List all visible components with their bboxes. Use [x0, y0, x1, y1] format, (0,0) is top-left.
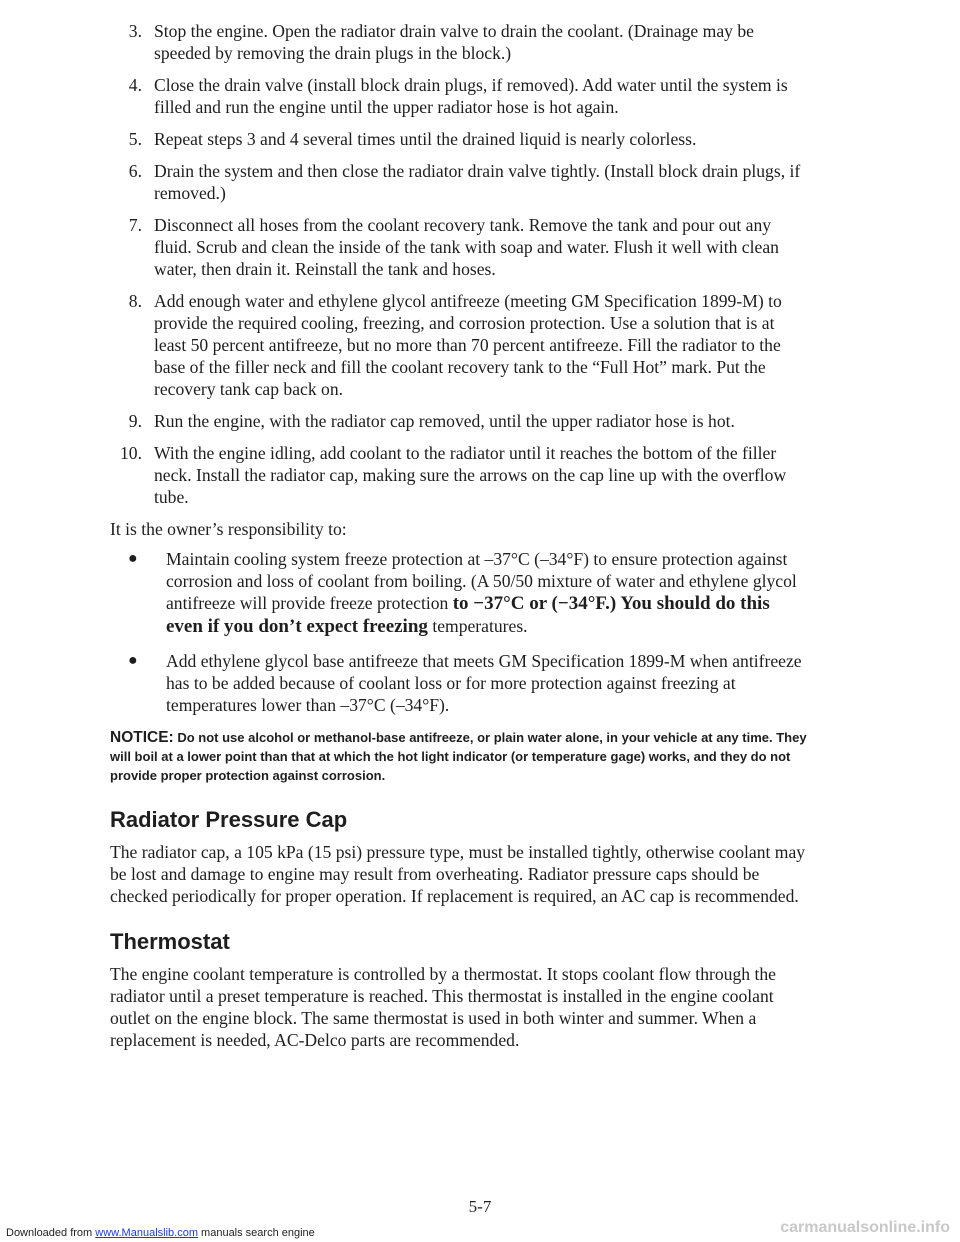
section-body: The radiator cap, a 105 kPa (15 psi) pressure type, must be installed tightly, otherwise coolant may be lost and damage to engine may result from overheating. Radiator pressure caps should be checked periodically for proper operation. If replacement is required, an AC cap is recommended.: [110, 842, 806, 906]
step-text: Run the engine, with the radiator cap removed, until the upper radiator hose is hot.: [154, 411, 735, 431]
step-4: [110, 74, 810, 118]
bullet-emphasis: to −37°C or (−34°F.) You should do this even if you don’t expect freezing: [166, 593, 770, 637]
step-text: Disconnect all hoses from the coolant recovery tank. Remove the tank and pour out any fluid. Scrub and clean the inside of the tank with soap and water. Flush it well with clean water, then drain it. Reinstall the tank and hoses.: [154, 215, 779, 279]
responsibility-item-add-antifreeze: [110, 650, 810, 716]
page-content: [110, 20, 810, 1073]
radiator-cap-section: [110, 807, 810, 907]
step-text: Close the drain valve (install block drain plugs, if removed). Add water until the system is filled and run the engine until the upper radiator hose is hot again.: [154, 75, 788, 117]
step-number: 7.: [128, 215, 142, 235]
step-number: 3.: [128, 21, 142, 41]
step-text: Drain the system and then close the radiator drain valve tightly. (Install block drain plugs, if removed.): [154, 161, 801, 203]
step-5: [110, 128, 810, 150]
notice-text: Do not use alcohol or methanol-base antifreeze, or plain water alone, in your vehicle at any time. They will boil at a lower point than that at which the hot light indicator (or temperature gage) works, and they do not provide proper protection against corrosion.: [110, 730, 807, 783]
step-3: [110, 20, 810, 64]
step-number: 4.: [128, 75, 142, 95]
download-footer: [6, 1227, 315, 1239]
bullet-text: Maintain cooling system freeze protection at –37°C (–34°F) to ensure protection against corrosion and loss of coolant from boiling. (A 50/50 mixture of water and ethylene glycol antifreeze will provide freeze protection: [166, 549, 797, 613]
step-number: 5.: [128, 129, 142, 149]
page-number: 5-7: [468, 1197, 492, 1216]
step-text: Add enough water and ethylene glycol antifreeze (meeting GM Specification 1899-M) to provide the required cooling, freezing, and corrosion protection. Use a solution that is at least 50 percent antifreeze, but no more than 70 percent antifreeze. Fill the radiator to the base of the filler neck and fill the coolant recovery tank to the “Full Hot” mark. Put the recovery tank cap back on.: [154, 291, 782, 399]
watermark: carmanualsonline.info: [780, 1219, 950, 1236]
responsibility-item-freeze-protection: [110, 548, 810, 638]
procedure-steps: [110, 20, 810, 508]
bullet-text-tail: temperatures.: [432, 616, 528, 636]
step-6: [110, 160, 810, 204]
bullet-text: Add ethylene glycol base antifreeze that meets GM Specification 1899-M when antifreeze has to be added because of coolant loss or for more protection against freezing at temperatures lower than –37°C (–34°F).: [166, 651, 802, 715]
footer-prefix: Downloaded from: [6, 1227, 93, 1239]
step-number: 8.: [128, 291, 142, 311]
step-text: Stop the engine. Open the radiator drain valve to drain the coolant. (Drainage may be speeded by removing the drain plugs in the block.): [154, 21, 754, 63]
section-heading: Thermostat: [110, 929, 230, 954]
bullet-icon: ●: [128, 550, 138, 567]
footer-suffix: manuals search engine: [201, 1227, 315, 1239]
section-body: The engine coolant temperature is controlled by a thermostat. It stops coolant flow through the radiator until a preset temperature is reached. This thermostat is installed in the engine coolant outlet on the engine block. The same thermostat is used in both winter and summer. When a replacement is needed, AC-Delco parts are recommended.: [110, 964, 776, 1050]
step-number: 9.: [128, 411, 142, 431]
responsibility-list: [110, 548, 810, 716]
step-8: [110, 290, 810, 400]
responsibility-intro: It is the owner’s responsibility to:: [110, 519, 347, 539]
step-number: 10.: [120, 443, 142, 463]
thermostat-section: [110, 929, 810, 1051]
step-text: Repeat steps 3 and 4 several times until the drained liquid is nearly colorless.: [154, 129, 697, 149]
step-9: [110, 410, 810, 432]
manualslib-link[interactable]: www.Manualslib.com: [95, 1227, 198, 1239]
step-7: [110, 214, 810, 280]
section-heading: Radiator Pressure Cap: [110, 807, 348, 832]
notice-label: NOTICE:: [110, 729, 174, 746]
bullet-icon: ●: [128, 652, 138, 669]
notice-block: [110, 728, 810, 785]
step-10: [110, 442, 810, 508]
step-text: With the engine idling, add coolant to the radiator until it reaches the bottom of the filler neck. Install the radiator cap, making sure the arrows on the cap line up with the overflow tube.: [154, 443, 787, 507]
step-number: 6.: [128, 161, 142, 181]
